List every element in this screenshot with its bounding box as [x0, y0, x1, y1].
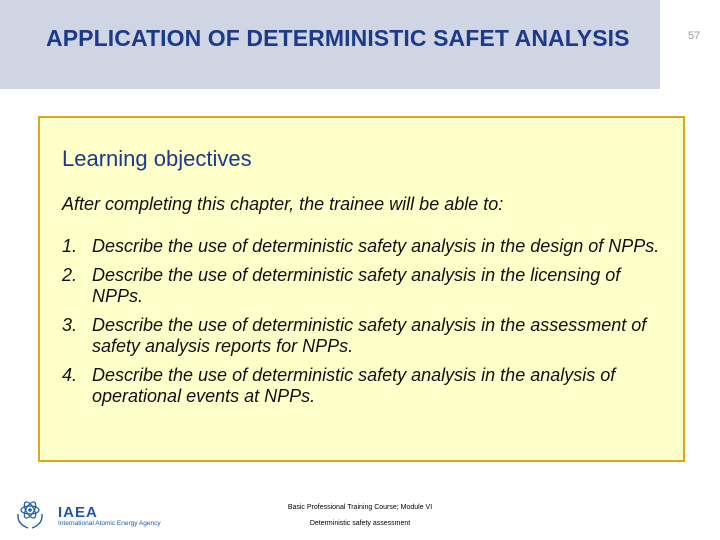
- objective-number: 2.: [62, 265, 78, 285]
- objective-item-3: [62, 315, 672, 357]
- objective-number: 4.: [62, 365, 78, 385]
- objective-text: Describe the use of deterministic safety analysis in the design of NPPs.: [92, 236, 660, 256]
- objective-item-2: [62, 265, 672, 307]
- learning-objectives-box: [38, 116, 685, 462]
- iaea-emblem-icon: [14, 494, 46, 530]
- header-band-right: [660, 0, 720, 89]
- iaea-subtext: International Atomic Energy Agency: [58, 520, 161, 527]
- objectives-list: [62, 236, 672, 415]
- objectives-intro: After completing this chapter, the trainee will be able to:: [62, 194, 504, 214]
- footer-course: Basic Professional Training Course; Module VI: [287, 504, 433, 511]
- objective-text: Describe the use of deterministic safety analysis in the licensing of NPPs.: [92, 265, 621, 306]
- iaea-wordmark: IAEA: [58, 504, 98, 521]
- slide-number: 57: [688, 30, 701, 42]
- objective-item-4: [62, 365, 672, 407]
- objective-number: 1.: [62, 236, 78, 256]
- objectives-heading: Learning objectives: [62, 146, 252, 171]
- footer-topic: Deterministic safety assessment: [309, 520, 411, 527]
- objective-number: 3.: [62, 315, 78, 335]
- objective-text: Describe the use of deterministic safety analysis in the analysis of operational events at NPPs.: [92, 365, 616, 406]
- objective-text: Describe the use of deterministic safety analysis in the assessment of safety analysis reports for NPPs.: [92, 315, 647, 356]
- objective-item-1: [62, 236, 672, 257]
- slide-title: APPLICATION OF DETERMINISTIC SAFET ANALYSIS: [46, 25, 630, 51]
